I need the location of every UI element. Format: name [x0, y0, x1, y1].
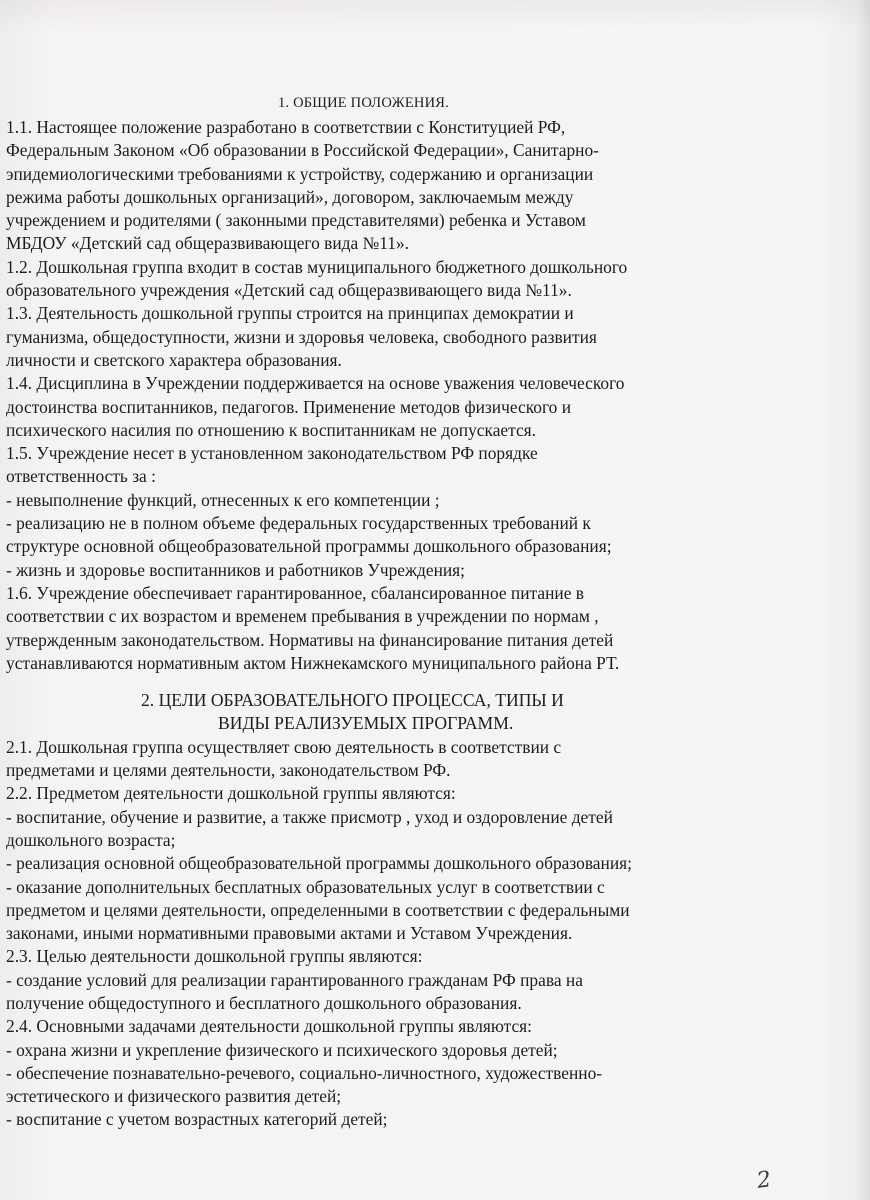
text-line: психического насилия по отношению к воспитанникам не допускается.: [6, 419, 537, 440]
text-line: гуманизма, общедоступности, жизни и здоровья человека, свободного развития: [6, 326, 597, 347]
document-body: [6, 92, 826, 1132]
text-line: МБДОУ «Детский сад общеразвивающего вида №11».: [6, 233, 409, 254]
text-line: утвержденным законодательством. Нормативы на финансирование питания детей: [6, 629, 614, 650]
text-line: устанавливаются нормативным актом Нижнекамского муниципального района РТ.: [6, 652, 620, 673]
text-line: 1.2. Дошкольная группа входит в состав муниципального бюджетного дошкольного: [6, 256, 628, 277]
text-line: - оказание дополнительных бесплатных образовательных услуг в соответствии с: [6, 876, 605, 897]
text-line: 1.3. Деятельность дошкольной группы строится на принципах демократии и: [6, 303, 574, 324]
text-line: - обеспечение познавательно-речевого, социально-личностного, художественно-: [6, 1062, 603, 1083]
text-line: 2.3. Целью деятельности дошкольной группы являются:: [6, 946, 423, 967]
text-line: режима работы дошкольных организаций», договором, заключаемым между: [6, 186, 574, 207]
text-line: - реализацию не в полном объеме федеральных государственных требований к: [6, 513, 591, 534]
scan-shadow: [0, 0, 870, 30]
text-line: - невыполнение функций, отнесенных к его компетенции ;: [6, 489, 440, 510]
text-line: структуре основной общеобразовательной программы дошкольного образования;: [6, 536, 612, 557]
text-line: ответственность за :: [6, 466, 156, 487]
text-line: законами, иными нормативными правовыми актами и Уставом Учреждения.: [6, 923, 573, 944]
text-line: 1.6. Учреждение обеспечивает гарантированное, сбалансированное питание в: [6, 582, 584, 603]
text-line: - воспитание с учетом возрастных категорий детей;: [6, 1109, 388, 1130]
page-number: 2: [755, 1167, 773, 1194]
text-line: личности и светского характера образования.: [6, 349, 342, 370]
text-line: образовательного учреждения «Детский сад общеразвивающего вида №11».: [6, 280, 572, 301]
text-line: получение общедоступного и бесплатного дошкольного образования.: [6, 992, 522, 1013]
text-line: дошкольного возраста;: [6, 829, 176, 850]
text-line: 2.4. Основными задачами деятельности дошкольной группы являются:: [6, 1016, 533, 1037]
text-line: - охрана жизни и укрепление физического и психического здоровья детей;: [6, 1039, 558, 1060]
section-1-text: [6, 116, 826, 675]
text-line: учреждением и родителями ( законными представителями) ребенка и Уставом: [6, 210, 586, 231]
section-2-title-line-2: ВИДЫ РЕАЛИЗУЕМЫХ ПРОГРАММ.: [218, 713, 514, 734]
text-line: эстетического и физического развития детей;: [6, 1086, 342, 1107]
text-line: предметом и целями деятельности, определенными в соответствии с федеральными: [6, 899, 630, 920]
text-line: 1.1. Настоящее положение разработано в соответствии с Конституцией РФ,: [6, 117, 566, 137]
section-1-title: 1. ОБЩИЕ ПОЛОЖЕНИЯ.: [278, 95, 449, 111]
text-line: соответствии с их возрастом и временем пребывания в учреждении по нормам ,: [6, 606, 599, 627]
text-line: 2.2. Предметом деятельности дошкольной группы являются:: [6, 783, 456, 804]
section-2-text: [6, 736, 826, 1132]
page-edge: [856, 0, 870, 1200]
section-2-title-line-1: 2. ЦЕЛИ ОБРАЗОВАТЕЛЬНОГО ПРОЦЕССА, ТИПЫ И: [141, 690, 564, 711]
text-line: достоинства воспитанников, педагогов. Применение методов физического и: [6, 396, 572, 417]
text-line: предметами и целями деятельности, законодательством РФ.: [6, 760, 451, 781]
text-line: - жизнь и здоровье воспитанников и работников Учреждения;: [6, 559, 466, 580]
text-line: - реализация основной общеобразовательной программы дошкольного образования;: [6, 853, 632, 874]
text-line: 2.1. Дошкольная группа осуществляет свою деятельность в соответствии с: [6, 736, 562, 757]
text-line: 1.4. Дисциплина в Учреждении поддерживается на основе уважения человеческого: [6, 373, 625, 394]
text-line: эпидемиологическими требованиями к устройству, содержанию и организации: [6, 163, 594, 184]
text-line: Федеральным Законом «Об образовании в Российской Федерации», Санитарно-: [6, 140, 599, 161]
text-line: 1.5. Учреждение несет в установленном законодательством РФ порядке: [6, 443, 538, 464]
text-line: - воспитание, обучение и развитие, а также присмотр , уход и оздоровление детей: [6, 806, 613, 827]
text-line: - создание условий для реализации гарантированного гражданам РФ права на: [6, 969, 583, 990]
